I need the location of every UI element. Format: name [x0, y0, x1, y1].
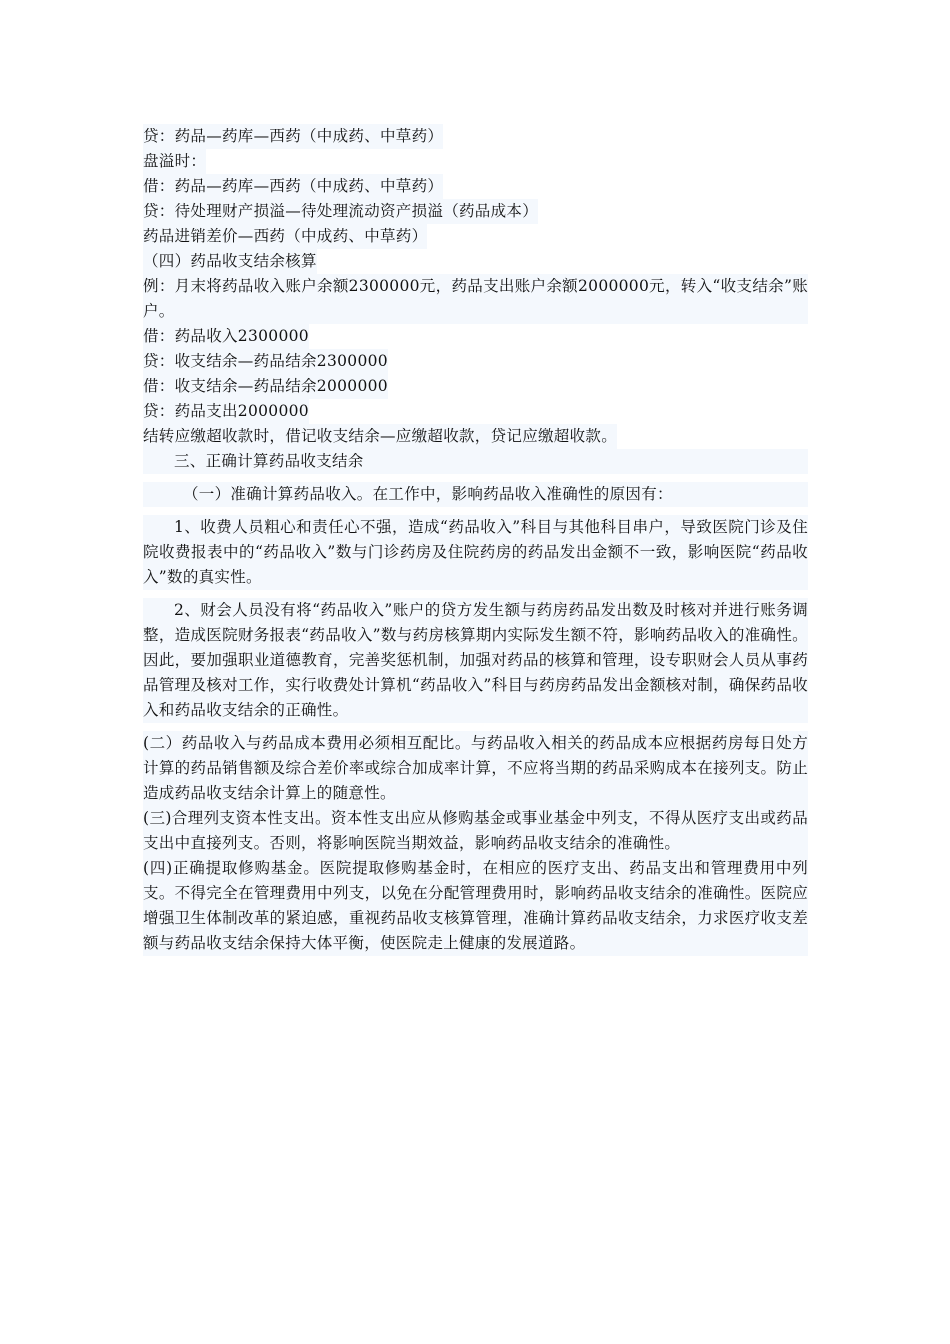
text: （四）药品收支结余核算: [143, 249, 317, 274]
text: 药品进销差价—西药（中成药、中草药）: [143, 224, 427, 249]
example-paragraph: 例：月末将药品收入账户余额2300000元，药品支出账户余额2000000元，转入“收支结余”账户。: [143, 274, 808, 324]
heading-overage: [143, 149, 808, 174]
entry-transfer-note: [143, 424, 808, 449]
entry-debit-balance: [143, 374, 808, 399]
text: 借：药品收入2300000: [143, 324, 309, 349]
entry-debit-income: [143, 324, 808, 349]
text: 盘溢时：: [143, 149, 206, 174]
point-two-paragraph: 2、财会人员没有将“药品收入”账户的贷方发生额与药房药品发出数及时核对并进行账务调整，造成医院财务报表“药品收入”数与药房核算期内实际发生额不符，影响药品收入的准确性。因此，要加强职业道德教育，完善奖惩机制，加强对药品的核算和管理，设专职财会人员从事药品管理及核对工作，实行收费处计算机“药品收入”科目与药房药品发出金额核对制，确保药品收入和药品收支结余的正确性。: [143, 598, 808, 723]
text: 借：药品—药库—西药（中成药、中草药）: [143, 174, 443, 199]
spacer: [143, 723, 808, 731]
subsection-three: (三)合理列支资本性支出。资本性支出应从修购基金或事业基金中列支，不得从医疗支出或药品支出中直接列支。否则，将影响医院当期效益，影响药品收支结余的准确性。: [143, 806, 808, 856]
entry-credit-expense: [143, 399, 808, 424]
section-heading: 三、正确计算药品收支结余: [143, 449, 808, 474]
text: 结转应缴超收款时，借记收支结余—应缴超收款，贷记应缴超收款。: [143, 424, 617, 449]
entry-line-debit-drug: [143, 174, 808, 199]
spacer: [143, 474, 808, 482]
spacer: [143, 590, 808, 598]
entry-line-credit-pending: [143, 199, 808, 224]
text: 贷：收支结余—药品结余2300000: [143, 349, 388, 374]
entry-line-credit-drug: [143, 124, 808, 149]
text: 贷：药品—药库—西药（中成药、中草药）: [143, 124, 443, 149]
subsection-four: (四)正确提取修购基金。医院提取修购基金时，在相应的医疗支出、药品支出和管理费用中列支。不得完全在管理费用中列支，以免在分配管理费用时，影响药品收支结余的准确性。医院应增强卫生体制改革的紧迫感，重视药品收支核算管理，准确计算药品收支结余，力求医疗收支差额与药品收支结余保持大体平衡，使医院走上健康的发展道路。: [143, 856, 808, 956]
heading-balance-accounting: [143, 249, 808, 274]
text: 贷：药品支出2000000: [143, 399, 309, 424]
document-body: [143, 124, 808, 956]
subsection-two: (二）药品收入与药品成本费用必须相互配比。与药品收入相关的药品成本应根据药房每日处方计算的药品销售额及综合差价率或综合加成率计算，不应将当期的药品采购成本在接列支。防止造成药品收支结余计算上的随意性。: [143, 731, 808, 806]
entry-credit-balance: [143, 349, 808, 374]
text: 借：收支结余—药品结余2000000: [143, 374, 388, 399]
point-one-paragraph: 1、收费人员粗心和责任心不强，造成“药品收入”科目与其他科目串户，导致医院门诊及住院收费报表中的“药品收入”数与门诊药房及住院药房的药品发出金额不一致，影响医院“药品收入”数的真实性。: [143, 515, 808, 590]
spacer: [143, 507, 808, 515]
subsection-one: （一）准确计算药品收入。在工作中，影响药品收入准确性的原因有：: [143, 482, 808, 507]
entry-line-price-diff: [143, 224, 808, 249]
text: 贷：待处理财产损溢—待处理流动资产损溢（药品成本）: [143, 199, 538, 224]
